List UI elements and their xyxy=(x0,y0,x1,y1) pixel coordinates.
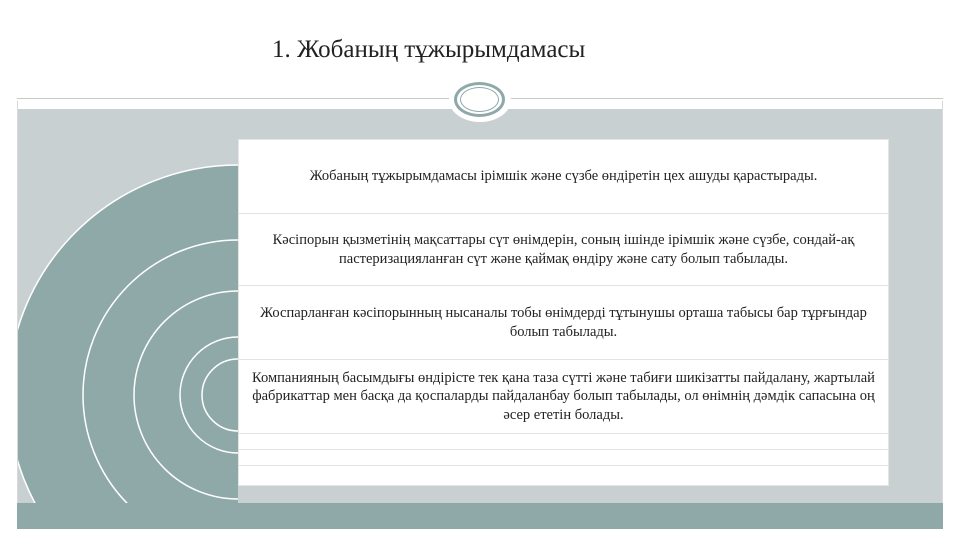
list-item-1: Жобаның тұжырымдамасы ірімшік және сүзбе өндіретін цех ашуды қарастырады. xyxy=(239,140,888,214)
content-list xyxy=(238,139,889,486)
empty-row-3 xyxy=(239,466,888,485)
slide-title: 1. Жобаның тұжырымдамасы xyxy=(272,36,586,63)
list-item-2: Кәсіпорын қызметінің мақсаттары сүт өнімдерін, соның ішінде ірімшік және сүзбе, сондай-ақ пастеризацияланған сүт және қаймақ өндіру және сату болып табылады. xyxy=(239,214,888,286)
empty-row-2 xyxy=(239,450,888,466)
ornament-inner-ring-icon xyxy=(460,87,499,112)
empty-row-1 xyxy=(239,434,888,450)
list-item-3: Жоспарланған кәсіпорынның нысаналы тобы өнімдерді тұтынушы орташа табысы бар тұрғындар болып табылады. xyxy=(239,286,888,360)
list-item-4: Компанияның басымдығы өндірісте тек қана таза сүтті және табиғи шикізатты пайдалану, жартылай фабрикаттар мен басқа да қоспаларды пайдаланбау болып табылады, ол өнімнің дәмдік сапасына оң әсер ететін болады. xyxy=(239,360,888,434)
